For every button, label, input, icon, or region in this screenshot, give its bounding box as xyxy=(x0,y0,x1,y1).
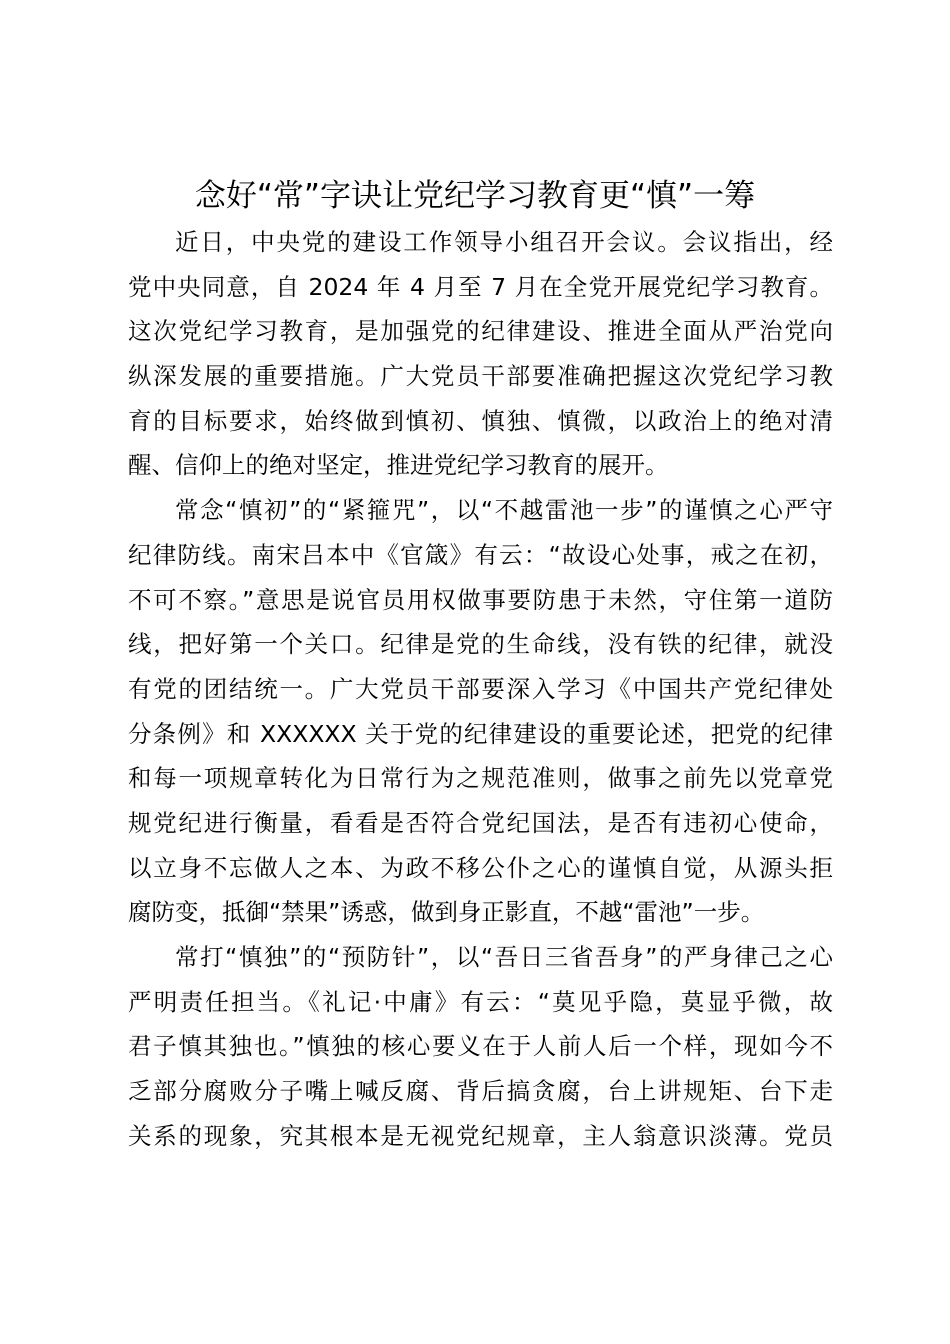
paragraph-3-line-2: 严明责任担当。《礼记·中庸》有云：“莫见乎隐，莫显乎微，故 xyxy=(128,987,833,1016)
paragraph-1-line-6: 醒、信仰上的绝对坚定，推进党纪学习教育的展开。 xyxy=(128,451,669,480)
paragraph-2-line-8: 规党纪进行衡量，看看是否符合党纪国法，是否有违初心使命， xyxy=(128,808,833,837)
paragraph-2-line-4: 线，把好第一个关口。纪律是党的生命线，没有铁的纪律，就没 xyxy=(128,630,833,659)
document-body xyxy=(128,220,833,1158)
paragraph-2-line-6: 分条例》和 XXXXXX 关于党的纪律建设的重要论述，把党的纪律 xyxy=(128,719,833,748)
paragraph-3-line-5: 关系的现象，究其根本是无视党纪规章，主人翁意识淡薄。党员 xyxy=(128,1121,833,1150)
paragraph-1-line-1: 近日，中央党的建设工作领导小组召开会议。会议指出，经 xyxy=(175,228,833,256)
paragraph-2-line-7: 和每一项规章转化为日常行为之规范准则，做事之前先以党章党 xyxy=(128,764,833,793)
paragraph-3-line-3: 君子慎其独也。”慎独的核心要义在于人前人后一个样，现如今不 xyxy=(128,1032,833,1061)
paragraph-2-line-10: 腐防变，抵御“禁果”诱惑，做到身正影直，不越“雷池”一步。 xyxy=(128,898,765,927)
paragraph-1-line-2: 党中央同意，自 2024 年 4 月至 7 月在全党开展党纪学习教育。 xyxy=(128,272,833,301)
paragraph-2-line-2: 纪律防线。南宋吕本中《官箴》有云：“故设心处事，戒之在初， xyxy=(128,540,833,569)
paragraph-3-line-1: 常打“慎独”的“预防针”，以“吾日三省吾身”的严身律己之心 xyxy=(175,943,833,971)
paragraph-1-line-3: 这次党纪学习教育，是加强党的纪律建设、推进全面从严治党向 xyxy=(128,317,833,346)
document-title: 念好“常”字诀让党纪学习教育更“慎”一筹 xyxy=(194,178,756,214)
paragraph-1-line-4: 纵深发展的重要措施。广大党员干部要准确把握这次党纪学习教 xyxy=(128,362,833,391)
paragraph-2-line-9: 以立身不忘做人之本、为政不移公仆之心的谨慎自觉，从源头拒 xyxy=(128,853,833,882)
paragraph-2-line-5: 有党的团结统一。广大党员干部要深入学习《中国共产党纪律处 xyxy=(128,674,833,703)
paragraph-2-line-3: 不可不察。”意思是说官员用权做事要防患于未然，守住第一道防 xyxy=(128,585,833,614)
paragraph-3-line-4: 乏部分腐败分子嘴上喊反腐、背后搞贪腐，台上讲规矩、台下走 xyxy=(128,1077,833,1106)
paragraph-1-line-5: 育的目标要求，始终做到慎初、慎独、慎微，以政治上的绝对清 xyxy=(128,406,833,435)
paragraph-2-line-1: 常念“慎初”的“紧箍咒”，以“不越雷池一步”的谨慎之心严守 xyxy=(175,496,833,525)
